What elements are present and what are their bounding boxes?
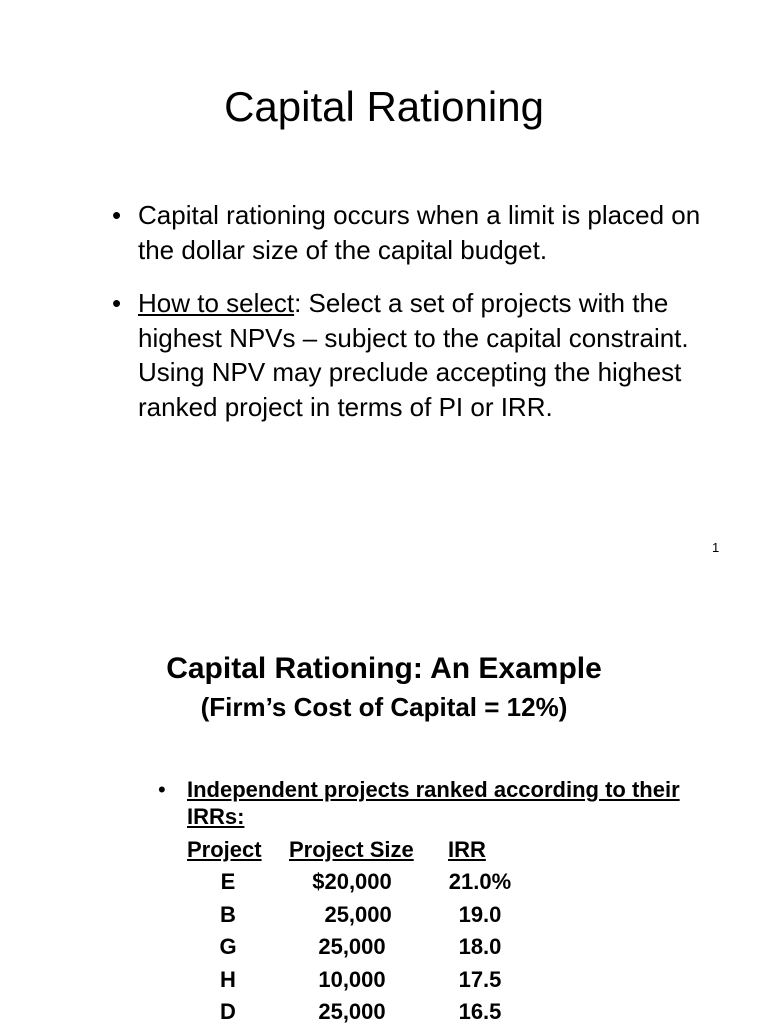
bullet-marker: • xyxy=(112,200,122,230)
bullet-marker: • xyxy=(112,288,122,318)
cell-irr: 16.5 xyxy=(458,998,502,1024)
column-header-size: Project Size xyxy=(289,837,414,862)
slide-title: Capital Rationing xyxy=(224,83,544,130)
cell-project: D xyxy=(220,998,236,1024)
column-header-project: Project xyxy=(187,837,262,862)
cell-project: E xyxy=(220,869,236,895)
bullet-rest: : Select a set of projects with the highest NPVs – subject to the capital constraint. Using NPV may preclude accepting the highest ranked project in terms of PI or IRR. xyxy=(138,288,689,422)
cell-project: H xyxy=(220,966,236,992)
cell-size: $20,000 xyxy=(312,869,392,895)
cell-size: 25,000 xyxy=(318,998,386,1024)
cell-size: 10,000 xyxy=(318,966,386,992)
slide-title: Capital Rationing: An Example xyxy=(166,652,602,685)
column-header-irr: IRR xyxy=(448,837,486,862)
cell-irr: 21.0% xyxy=(448,869,512,895)
bullet-item xyxy=(158,776,698,830)
bullet-text: Independent projects ranked according to their IRRs: xyxy=(187,777,680,829)
bullet-item xyxy=(112,286,732,424)
cell-size: 25,000 xyxy=(312,901,392,927)
bullet-item xyxy=(112,198,732,267)
slide-subtitle: (Firm’s Cost of Capital = 12%) xyxy=(200,692,568,722)
cell-project: B xyxy=(220,901,236,927)
page-number: 1 xyxy=(712,540,720,555)
cell-irr: 19.0 xyxy=(458,901,502,927)
bullet-text: Capital rationing occurs when a limit is placed on the dollar size of the capital budget. xyxy=(138,200,701,265)
cell-irr: 17.5 xyxy=(458,966,502,992)
bullet-text xyxy=(138,286,732,424)
bullet-marker: • xyxy=(158,777,166,802)
cell-irr: 18.0 xyxy=(458,934,502,960)
cell-size: 25,000 xyxy=(318,934,386,960)
bullet-lead-underlined: How to select xyxy=(138,288,295,318)
cell-project: G xyxy=(219,934,237,960)
